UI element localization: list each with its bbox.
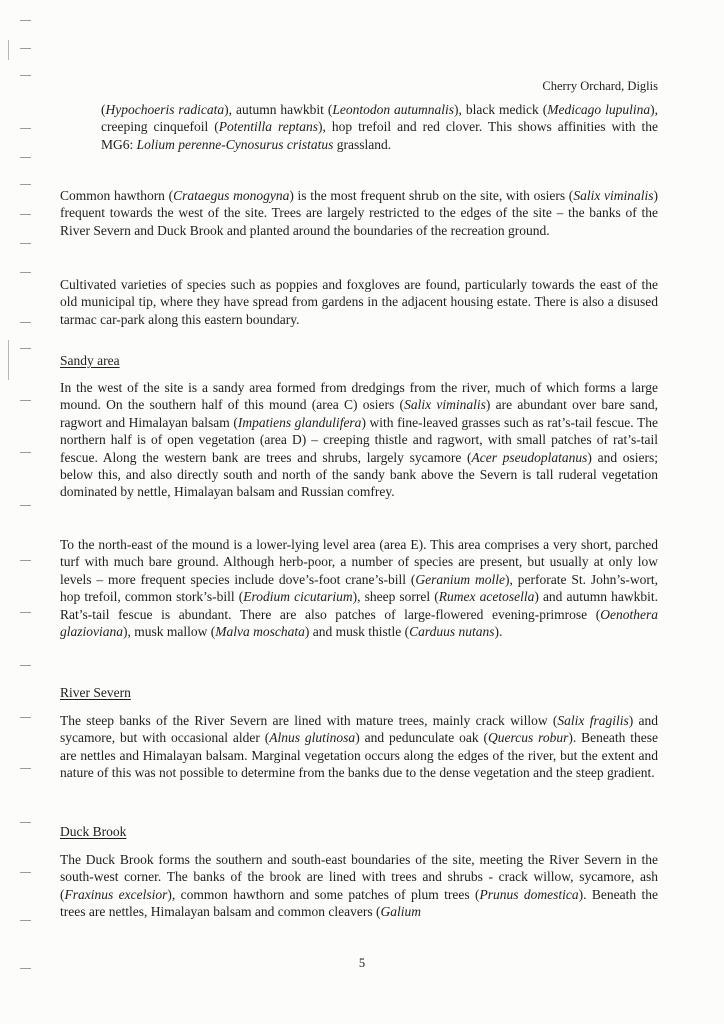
section-heading-duck-brook: Duck Brook: [60, 824, 127, 839]
text-run: ) and pedunculate oak (: [355, 730, 488, 746]
species-name: Salix fragilis: [557, 713, 629, 728]
paragraph-level-area: [60, 536, 658, 640]
species-name: Geranium molle: [415, 571, 506, 587]
text-run: ).: [494, 624, 503, 640]
species-name: Medicago lupulina: [547, 102, 651, 117]
text-run: ), creeping cinquefoil (: [101, 102, 658, 135]
species-name: Erodium cicutarium: [243, 589, 353, 605]
text-run: ), black medick (: [454, 102, 548, 117]
paragraph-grassland-continued: [101, 101, 658, 153]
paragraph-text: [60, 187, 658, 239]
text-run: ) with fine-leaved grasses such as rat’s-tail fescue. The northern half is of open vegetation (area D) – creeping thistle and ragwort, with small patches of rat’s-tail fescue. Along the western bank are trees and shrubs, largely sycamore (: [60, 414, 659, 465]
text-run: ) and sycamore, but with occasional alder (: [60, 713, 659, 746]
species-name: Malva moschata: [215, 624, 305, 640]
text-run: The Duck Brook forms the southern and south-east boundaries of the site, meeting the River Severn in the south-west corner. The banks of the brook are lined with trees and shrubs - crack willow, sycamore, ash (: [60, 852, 658, 902]
text-run: ). Beneath the trees are nettles, Himalayan balsam and common cleavers (: [60, 886, 658, 920]
species-name: Alnus glutinosa: [269, 730, 356, 746]
text-run: To the north-east of the mound is a lower-lying level area (area E). This area comprises a very short, parched turf with much bare ground. Although herb-poor, a number of species are present, but usually at only low levels – more frequent species include dove’s-foot crane’s-bill (: [60, 537, 658, 587]
paragraph-shrubs-trees: [60, 187, 658, 239]
text-run: ) are abundant over bare sand, ragwort and Himalayan balsam (: [60, 397, 658, 430]
text-run: ). Beneath these are nettles and Himalayan balsam. Marginal vegetation occurs along the edges of the river, but the extent and nature of this was not possible to determine from the banks due to the dense vegetation and the steep gradient.: [60, 730, 658, 781]
text-run: ) and osiers; below this, and also directly south and north of the sandy bank above the Severn is tall ruderal vegetation dominated by nettle, Himalayan balsam and Russian comfrey.: [60, 449, 658, 500]
paragraph-duck-brook: [60, 851, 658, 921]
text-run: ), sheep sorrel (: [352, 589, 439, 605]
species-name: Hypochoeris radicata: [105, 102, 225, 117]
text-run: ), perforate St. John’s-wort, hop trefoil, common stork’s-bill (: [60, 571, 658, 605]
text-run: ), hop trefoil and red clover. This shows affinities with the MG6:: [101, 119, 658, 152]
paragraph-text: [60, 851, 658, 921]
page-number: 5: [358, 956, 366, 970]
species-name: Rumex acetosella: [438, 589, 535, 605]
text-run: ) is the most frequent shrub on the site, with osiers (: [289, 188, 574, 203]
species-name: Potentilla reptans: [218, 119, 318, 135]
text-run: ) frequent towards the west of the site. Trees are largely restricted to the edges of the site – the banks of the River Severn and Duck Brook and planted around the boundaries of the recreation ground.: [60, 188, 658, 238]
paragraph-text: [60, 379, 658, 501]
species-name: Lolium perenne-Cynosurus cristatus: [136, 136, 334, 152]
running-header: Cherry Orchard, Diglis: [542, 79, 658, 93]
text-run: ) and autumn hawkbit. Rat’s-tail fescue is abundant. There are also patches of large-flowered evening-primrose (: [60, 589, 658, 622]
species-name: Salix viminalis: [573, 188, 654, 203]
text-run: ), autumn hawkbit (: [224, 102, 333, 117]
text-run: ), common hawthorn and some patches of plum trees (: [167, 886, 480, 902]
paragraph-text: [60, 712, 658, 782]
species-name: Carduus nutans: [409, 624, 495, 640]
paragraph-text: [101, 101, 658, 153]
text-run: Common hawthorn (: [60, 188, 174, 203]
species-name: Salix viminalis: [404, 397, 486, 413]
species-name: Crataegus monogyna: [173, 188, 290, 203]
binding-margin: [0, 0, 40, 1024]
text-run: In the west of the site is a sandy area formed from dredgings from the river, much of which forms a large mound. On the southern half of this mound (area C) osiers (: [60, 380, 658, 413]
text-run: ), musk mallow (: [123, 624, 216, 640]
species-name: Acer pseudoplatanus: [471, 449, 588, 465]
species-name: Oenothera glazioviana: [60, 606, 658, 640]
species-name: Leontodon autumnalis: [332, 102, 455, 117]
species-name: Fraxinus excelsior: [64, 886, 168, 902]
text-run: (: [101, 102, 106, 117]
paragraph-cultivated-varieties: [60, 276, 658, 328]
text-run: ) and musk thistle (: [304, 624, 410, 640]
paragraph-text: [60, 276, 658, 328]
text-run: Cultivated varieties of species such as poppies and foxgloves are found, particularly towards the east of the old municipal tip, where they have spread from gardens in the adjacent housing estate. There is also a disused tarmac car-park along this eastern boundary.: [60, 277, 658, 327]
paragraph-sandy-area: [60, 379, 658, 501]
section-heading-sandy-area: Sandy area: [60, 353, 120, 368]
section-heading-river-severn: River Severn: [60, 685, 131, 700]
text-run: grassland.: [333, 136, 392, 152]
species-name: Galium: [380, 904, 421, 920]
paragraph-river-severn: [60, 712, 658, 782]
paragraph-text: [60, 536, 658, 640]
species-name: Prunus domestica: [479, 886, 579, 902]
species-name: Impatiens glandulifera: [237, 414, 362, 430]
text-run: The steep banks of the River Severn are lined with mature trees, mainly crack willow (: [60, 713, 558, 728]
species-name: Quercus robur: [487, 730, 569, 746]
